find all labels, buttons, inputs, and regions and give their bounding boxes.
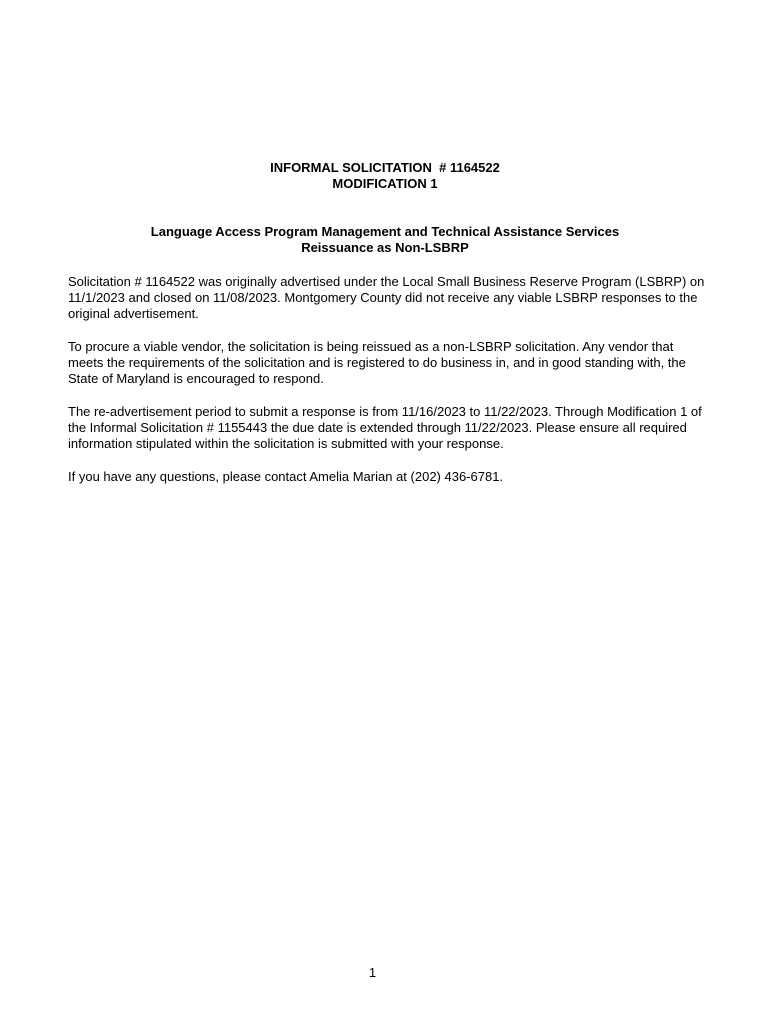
solicitation-header [0,160,770,192]
document-title: Language Access Program Management and Technical Assistance Services [150,224,620,239]
paragraph-contact: If you have any questions, please contact Amelia Marian at (202) 436-6781. [68,469,504,484]
document-subtitle: Reissuance as Non-LSBRP [301,240,469,255]
paragraph-reissuance: To procure a viable vendor, the solicitation is being reissued as a non-LSBRP solicitation. Any vendor that meets the requirements of the solicitation and is registered to do business in, and in good standing with, the State of Maryland is encouraged to respond. [68,339,686,386]
paragraph-readvertisement-period: The re-advertisement period to submit a response is from 11/16/2023 to 11/22/2023. Through Modification 1 of the Informal Solicitation # 1155443 the due date is extended through 11/22/2023. Please ensure all required information stipulated within the solicitation is submitted with your response. [68,404,702,451]
solicitation-number-line: INFORMAL SOLICITATION # 1164522 [270,160,500,175]
modification-line: MODIFICATION 1 [332,176,438,191]
document-title-block [0,224,770,256]
page-number: 1 [368,965,377,980]
paragraph-original-advertisement: Solicitation # 1164522 was originally advertised under the Local Small Business Reserve Program (LSBRP) on 11/1/2023 and closed on 11/08/2023. Montgomery County did not receive any viable LSBRP responses to the original advertisement. [68,274,705,321]
